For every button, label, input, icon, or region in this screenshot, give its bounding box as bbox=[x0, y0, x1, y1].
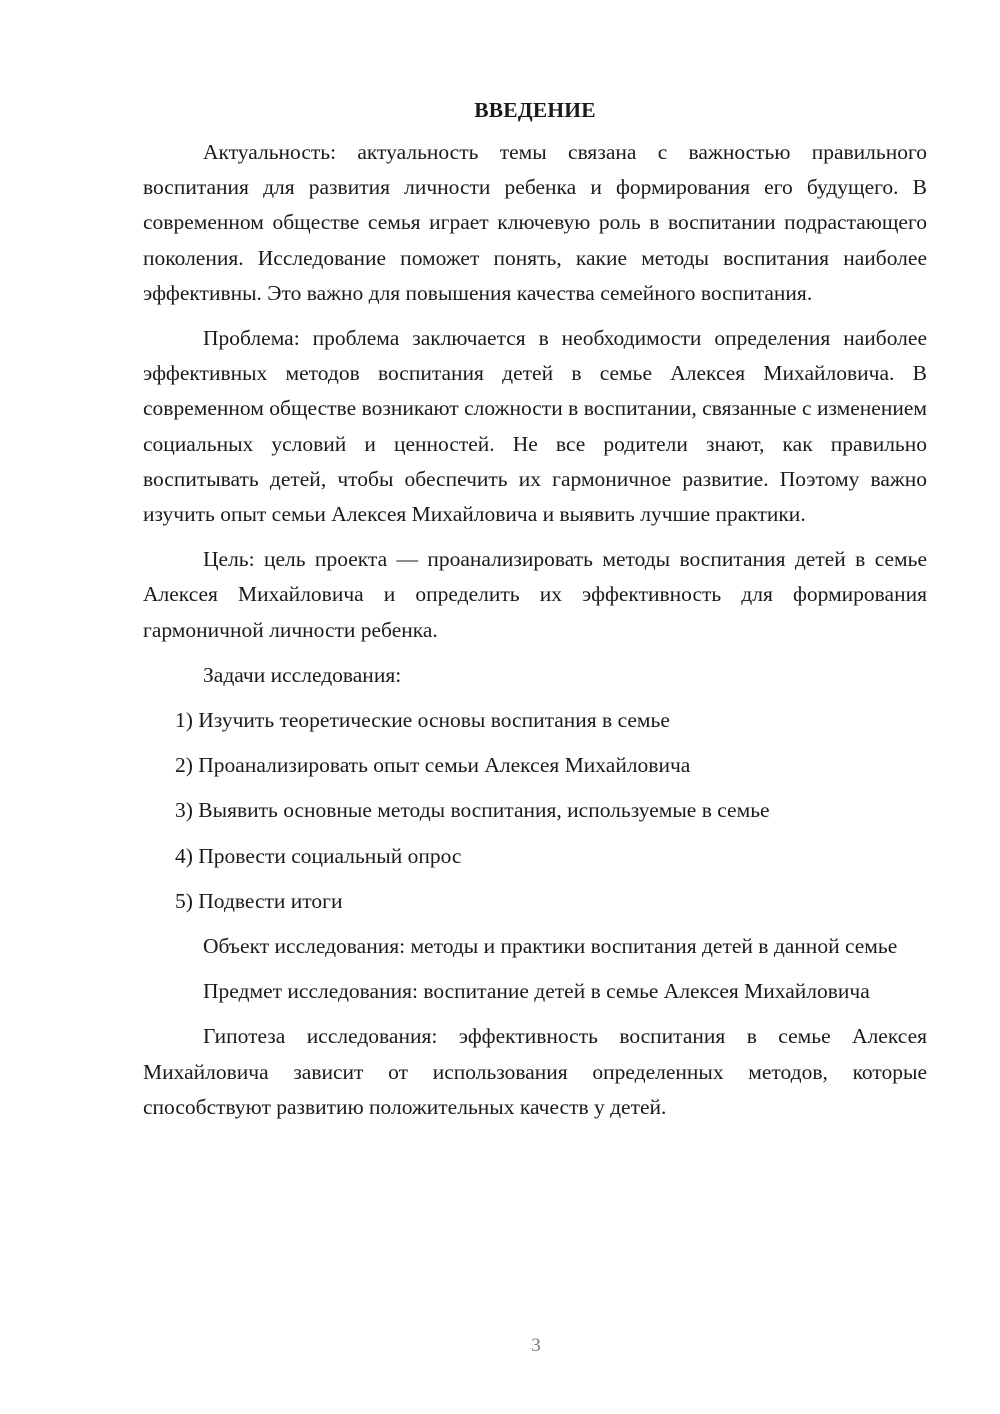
tasks-heading: Задачи исследования: bbox=[203, 662, 402, 687]
task-item: 4) Провести социальный опрос bbox=[175, 843, 462, 868]
page-number: 3 bbox=[531, 1335, 541, 1356]
paragraph-subject: Предмет исследования: воспитание детей в семье Алексея Михайловича bbox=[203, 979, 870, 1004]
paragraph-problem: Проблема: проблема заключается в необходимости определения наиболее эффективных методов воспитания детей в семье Алексея Михайловича. В современном обществе возникают сложности в воспитании, связанные с изменением социальных условий и ценностей. Не все родители знают, как правильно воспитывать детей, чтобы обеспечить их гармоничное развитие. Поэтому важно изучить опыт семьи Алексея Михайловича и выявить лучшие практики. bbox=[143, 326, 927, 527]
task-list bbox=[143, 703, 927, 919]
paragraph-goal: Цель: цель проекта — проанализировать методы воспитания детей в семье Алексея Михайловича и определить их эффективность для формирования гармоничной личности ребенка. bbox=[143, 547, 927, 642]
section-title: ВВЕДЕНИЕ bbox=[474, 98, 596, 122]
task-item: 2) Проанализировать опыт семьи Алексея Михайловича bbox=[175, 753, 691, 778]
paragraph-hypothesis: Гипотеза исследования: эффективность воспитания в семье Алексея Михайловича зависит от использования определенных методов, которые способствуют развитию положительных качеств у детей. bbox=[143, 1024, 927, 1119]
task-item: 1) Изучить теоретические основы воспитания в семье bbox=[175, 708, 670, 733]
page-content bbox=[143, 92, 927, 1135]
paragraph-object: Объект исследования: методы и практики воспитания детей в данной семье bbox=[203, 934, 898, 959]
paragraph-relevance: Актуальность: актуальность темы связана с важностью правильного воспитания для развития личности ребенка и формирования его будущего. В современном обществе семья играет ключевую роль в воспитании подрастающего поколения. Исследование поможет понять, какие методы воспитания наиболее эффективны. Это важно для повышения качества семейного воспитания. bbox=[143, 140, 927, 305]
task-item: 3) Выявить основные методы воспитания, используемые в семье bbox=[175, 798, 770, 823]
task-item: 5) Подвести итоги bbox=[175, 888, 343, 913]
